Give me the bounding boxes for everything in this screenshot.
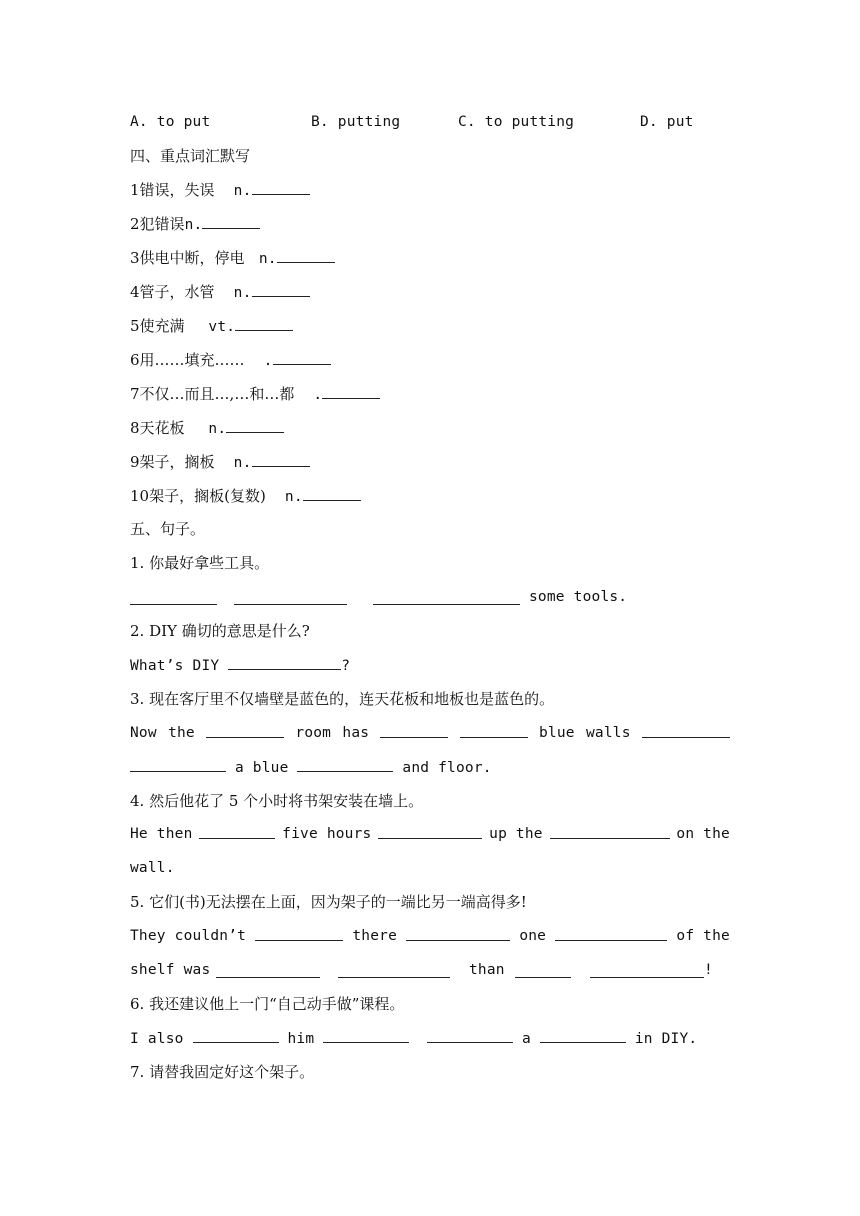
answer-blank[interactable] xyxy=(130,589,217,605)
sentence-prompt: 7. 请替我固定好这个架子。 xyxy=(130,1063,315,1081)
answer-blank[interactable] xyxy=(130,756,226,772)
sentence-prompt: 4. 然后他花了 5 个小时将书架安装在墙上。 xyxy=(130,792,424,810)
answer-blank[interactable] xyxy=(297,756,393,772)
answer-blank[interactable] xyxy=(202,213,260,229)
option-b: B. putting xyxy=(311,114,401,130)
sentence-answer-line: a blue and floor. xyxy=(130,756,730,778)
vocab-item: 8天花板 n. xyxy=(130,417,730,439)
sentence-prompt: 1. 你最好拿些工具。 xyxy=(130,554,270,572)
sentence-prompt: 2. DIY 确切的意思是什么? xyxy=(130,622,310,640)
answer-blank[interactable] xyxy=(303,485,361,501)
sentence-answer-line: What’s DIY ? xyxy=(130,654,730,676)
answer-blank[interactable] xyxy=(273,349,331,365)
answer-blank[interactable] xyxy=(338,962,450,978)
answer-blank[interactable] xyxy=(427,1027,513,1043)
section-title-sentences: 五、句子。 xyxy=(130,520,206,538)
answer-options-row xyxy=(130,111,730,133)
vocab-item: 4管子，水管 n. xyxy=(130,281,730,303)
vocab-item: 5使充满 vt. xyxy=(130,315,730,337)
sentence-answer-line: He then five hours up the on the xyxy=(130,823,730,845)
sentence-answer-line: They couldn’t there one of the xyxy=(130,925,730,947)
section-title-vocab: 四、重点词汇默写 xyxy=(130,147,251,165)
answer-blank[interactable] xyxy=(460,722,528,738)
answer-blank[interactable] xyxy=(378,823,482,839)
sentence-answer-line: Now the room has blue walls xyxy=(130,722,730,744)
answer-blank[interactable] xyxy=(235,315,293,331)
option-a: A. to put xyxy=(130,114,211,130)
answer-blank[interactable] xyxy=(642,722,730,738)
sentence-answer-line: I also him a in DIY. xyxy=(130,1027,730,1049)
answer-blank[interactable] xyxy=(406,925,510,941)
vocab-item: 2犯错误n. xyxy=(130,213,730,235)
answer-blank[interactable] xyxy=(255,925,343,941)
answer-blank[interactable] xyxy=(550,823,670,839)
answer-blank[interactable] xyxy=(540,1027,626,1043)
vocab-item: 10架子，搁板(复数) n. xyxy=(130,485,730,507)
answer-blank[interactable] xyxy=(515,962,571,978)
sentence-prompt: 6. 我还建议他上一门“自己动手做”课程。 xyxy=(130,995,405,1013)
answer-blank[interactable] xyxy=(380,722,448,738)
answer-blank[interactable] xyxy=(590,962,704,978)
answer-blank[interactable] xyxy=(373,589,520,605)
option-d: D. put xyxy=(640,114,694,130)
answer-blank[interactable] xyxy=(216,962,320,978)
vocab-item: 9架子，搁板 n. xyxy=(130,451,730,473)
vocab-item: 6用……填充…… . xyxy=(130,349,730,371)
answer-blank[interactable] xyxy=(193,1027,279,1043)
vocab-item: 3供电中断，停电 n. xyxy=(130,247,730,269)
answer-blank[interactable] xyxy=(277,247,335,263)
sentence-answer-line: wall. xyxy=(130,860,175,876)
answer-blank[interactable] xyxy=(252,179,310,195)
sentence-prompt: 3. 现在客厅里不仅墙壁是蓝色的，连天花板和地板也是蓝色的。 xyxy=(130,690,555,708)
answer-blank[interactable] xyxy=(322,383,380,399)
answer-blank[interactable] xyxy=(226,417,284,433)
sentence-prompt: 5. 它们(书)无法摆在上面，因为架子的一端比另一端高得多! xyxy=(130,893,527,911)
answer-blank[interactable] xyxy=(323,1027,409,1043)
answer-blank[interactable] xyxy=(206,722,284,738)
sentence-answer-line: some tools. xyxy=(130,586,730,608)
answer-blank[interactable] xyxy=(234,589,347,605)
option-c: C. to putting xyxy=(458,114,575,130)
answer-blank[interactable] xyxy=(228,654,341,670)
answer-blank[interactable] xyxy=(555,925,667,941)
answer-blank[interactable] xyxy=(252,281,310,297)
answer-blank[interactable] xyxy=(252,451,310,467)
vocab-item: 7不仅…而且…,…和…都 . xyxy=(130,383,730,405)
sentence-answer-line: shelf was than ! xyxy=(130,962,713,978)
answer-blank[interactable] xyxy=(199,823,275,839)
vocab-item: 1错误，失误 n. xyxy=(130,179,730,201)
